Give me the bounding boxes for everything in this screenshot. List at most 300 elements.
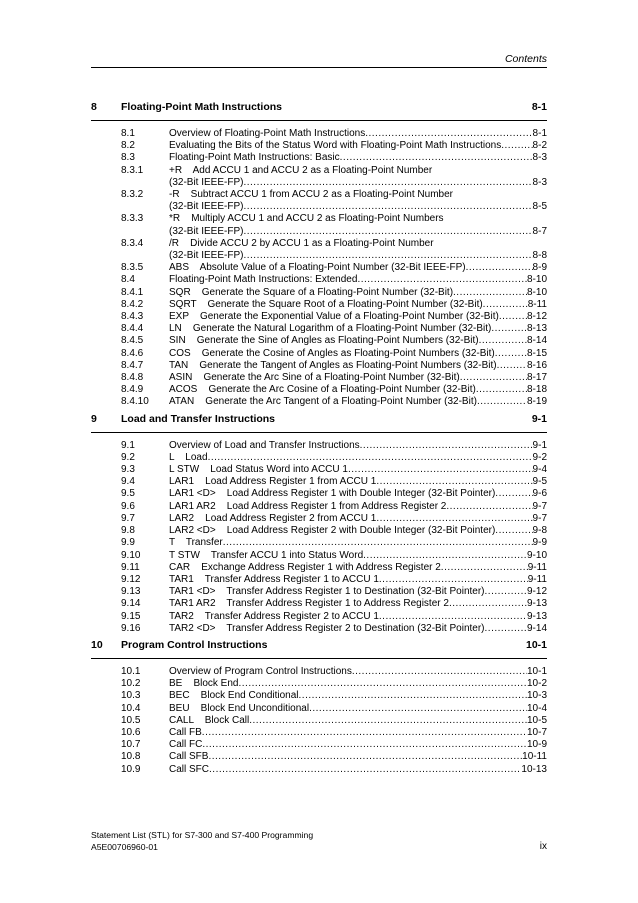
chapter-number: 10 [91,638,103,651]
entry-page: 9-2 [532,451,547,463]
dot-leader [441,562,528,574]
entry-page: 8-5 [532,201,547,213]
entry-line [169,690,547,702]
entry-title: LAR1 Load Address Register 1 from ACCU 1 [169,476,377,488]
entry-page: 8-14 [526,335,547,347]
entry-body [169,562,547,574]
entry-line [169,727,547,739]
entry-line [169,703,547,715]
entry-body [169,513,547,525]
entry-body [169,299,547,311]
toc-entry [91,586,547,598]
entry-number: 8.4.6 [121,347,144,359]
dot-leader [243,201,532,213]
entry-page: 8-11 [527,298,547,310]
entry-title: (32-Bit IEEE-FP) [169,250,244,262]
chapter-page: 9-1 [531,412,547,425]
entry-page: 10-1 [526,665,547,677]
entry-first-line [169,213,547,225]
entry-page: 10-3 [526,690,547,702]
entry-number: 9.5 [121,488,135,500]
entry-body [169,452,547,464]
dot-leader [495,488,532,500]
toc-entry [91,678,547,690]
toc-entry [91,598,547,610]
dot-leader [243,226,532,238]
entry-number: 9.13 [121,586,141,598]
entry-page: 9-13 [526,610,547,622]
entry-title: LAR2 Load Address Register 2 from ACCU 1 [169,512,377,524]
toc-entry [91,452,547,464]
entry-body [169,703,547,715]
chapter-heading [91,101,547,120]
running-header: Contents [504,53,547,65]
entry-body [169,574,547,586]
entry-number: 8.3.3 [121,213,144,225]
dot-leader [485,586,527,598]
entry-number: 10.5 [121,714,141,726]
entry-body [169,323,547,335]
entry-page: 10-9 [526,739,547,751]
entry-line [169,177,547,189]
entry-title: Call SFC [169,763,210,775]
entry-body [169,751,547,763]
entry-body [169,335,547,347]
entry-line [169,140,547,152]
entry-number: 9.12 [121,573,141,585]
entry-body [169,311,547,323]
entry-body [169,464,547,476]
entry-line [169,440,547,452]
entry-title: T Transfer [169,537,223,549]
entry-number: 9.4 [121,476,135,488]
entry-page: 9-10 [526,549,547,561]
entry-number: 9.6 [121,500,135,512]
entry-title: L Load [169,451,208,463]
chapter-section [91,413,547,635]
dot-leader [497,360,527,372]
entry-title: TAR2 Transfer Address Register 2 to ACCU 1 [169,610,379,622]
entry-title: TAR2 <D> Transfer Address Register 2 to Destination (32-Bit Pointer) [169,622,485,634]
entry-page: 9-7 [532,512,547,524]
entry-page: 9-1 [532,439,547,451]
toc-entry [91,550,547,562]
chapter-page: 10-1 [525,638,547,651]
entry-number: 10.7 [121,739,141,751]
toc-entry [91,323,547,335]
entry-title: Floating-Point Math Instructions: Extended [169,274,358,286]
toc-entry [91,464,547,476]
toc-entry [91,189,547,213]
entry-body [169,488,547,500]
entry-body [169,274,547,286]
entry-title: (32-Bit IEEE-FP) [169,176,244,188]
entry-page: 10-7 [526,726,547,738]
toc-entry [91,611,547,623]
entry-title: T STW Transfer ACCU 1 into Status Word [169,549,364,561]
entry-title: TAR1 AR2 Transfer Address Register 1 to Address Register 2 [169,598,449,610]
dot-leader [491,323,527,335]
entry-number: 10.3 [121,690,141,702]
toc-entry [91,488,547,500]
entry-title: ABS Absolute Value of a Floating-Point Number (32-Bit IEEE-FP) [169,262,466,274]
dot-leader [209,764,521,776]
entry-line [169,250,547,262]
entry-page: 8-3 [532,176,547,188]
entry-number: 10.2 [121,678,141,690]
entry-page: 8-16 [526,359,547,371]
entry-page: 9-7 [532,500,547,512]
dot-leader [223,537,533,549]
entry-body [169,213,547,237]
dot-leader [501,140,532,152]
entry-line [169,274,547,286]
entry-line [169,464,547,476]
entry-line [169,550,547,562]
entry-line [169,226,547,238]
entry-body [169,550,547,562]
chapter-title: Program Control Instructions [121,638,268,651]
entry-body [169,501,547,513]
entry-number: 8.4.7 [121,359,144,371]
entry-body [169,678,547,690]
entry-page: 8-10 [526,286,547,298]
dot-leader [476,384,527,396]
entry-number: 8.4.10 [121,396,149,408]
entry-title: ASIN Generate the Arc Sine of a Floating-Point Number (32-Bit) [169,372,460,384]
toc-entry [91,562,547,574]
entry-line [169,666,547,678]
entry-page: 8-17 [526,372,547,384]
toc-entry [91,476,547,488]
dot-leader [208,452,533,464]
dot-leader [479,335,527,347]
entry-title-line: *R Multiply ACCU 1 and ACCU 2 as Floating-Point Numbers [169,213,444,225]
entry-page: 10-5 [526,714,547,726]
entry-page: 8-10 [526,274,547,286]
toc-entry [91,513,547,525]
toc-entry [91,360,547,372]
entry-page: 9-11 [527,561,547,573]
toc-entry [91,287,547,299]
entry-number: 8.4.5 [121,335,144,347]
entry-title: L STW Load Status Word into ACCU 1 [169,464,348,476]
entry-title: Call FC [169,739,203,751]
entry-number: 9.9 [121,537,135,549]
entry-body [169,476,547,488]
entry-body [169,586,547,598]
entry-first-line [169,238,547,250]
toc-entry [91,274,547,286]
entry-body [169,623,547,635]
entry-number: 9.14 [121,598,141,610]
entry-body [169,128,547,140]
chapter-page: 8-1 [531,101,547,113]
dot-leader [208,751,522,763]
entry-page: 9-4 [532,464,547,476]
entry-page: 8-1 [532,128,547,139]
entry-page: 9-6 [532,488,547,500]
entry-body [169,165,547,189]
toc-entry [91,165,547,189]
dot-leader [466,262,533,274]
entry-line [169,452,547,464]
dot-leader [379,574,528,586]
entry-line [169,623,547,635]
dot-leader [495,525,532,537]
entry-line [169,201,547,213]
toc-entry [91,525,547,537]
entry-title: Overview of Load and Transfer Instructions [169,439,360,451]
entry-body [169,140,547,152]
dot-leader [360,440,533,452]
entry-page: 8-18 [526,384,547,396]
entry-body [169,666,547,678]
entry-page: 8-19 [526,396,547,408]
dot-leader [357,274,527,286]
entry-line [169,715,547,727]
entry-line [169,360,547,372]
dot-leader [348,464,533,476]
toc-entry [91,140,547,152]
entry-title: BEU Block End Unconditional [169,702,310,714]
dot-leader [299,690,527,702]
chapter-section [91,101,547,409]
entry-title: EXP Generate the Exponential Value of a Floating-Point Number (32-Bit) [169,311,499,323]
entry-number: 9.8 [121,525,135,537]
entry-line [169,598,547,610]
entry-body [169,440,547,452]
entry-page: 9-14 [526,622,547,634]
entry-line [169,537,547,549]
toc-entry [91,739,547,751]
entry-title: COS Generate the Cosine of Angles as Floating-Point Numbers (32-Bit) [169,347,495,359]
entry-body [169,348,547,360]
toc-entry [91,764,547,776]
entry-line [169,128,547,140]
entry-line [169,678,547,690]
footer [91,829,313,853]
entry-number: 8.4.9 [121,384,144,396]
entry-line [169,396,547,408]
entry-title: LN Generate the Natural Logarithm of a Floating-Point Number (32-Bit) [169,323,492,335]
entry-line [169,384,547,396]
entry-body [169,287,547,299]
entry-line [169,287,547,299]
entry-number: 10.6 [121,726,141,738]
toc-entry [91,152,547,164]
entry-body [169,727,547,739]
entry-number: 8.4.2 [121,298,144,310]
dot-leader [499,311,527,323]
toc-entry [91,666,547,678]
entry-title: Floating-Point Math Instructions: Basic [169,152,340,164]
chapter-rule [91,658,547,659]
toc-entry [91,715,547,727]
entry-first-line [169,165,547,177]
entry-body [169,764,547,776]
chapter-heading [91,413,547,432]
entry-body [169,537,547,549]
entry-number: 8.3.4 [121,237,144,249]
entry-title-line: +R Add ACCU 1 and ACCU 2 as a Floating-Point Number [169,164,433,176]
toc-entry [91,574,547,586]
page-number: ix [539,841,547,852]
entry-title: Call SFB [169,751,209,763]
entry-number: 8.4.3 [121,311,144,323]
entry-page: 8-3 [532,152,547,164]
toc-entry [91,262,547,274]
entry-page: 8-7 [532,225,547,237]
entry-body [169,598,547,610]
entry-title: LAR1 AR2 Load Address Register 1 from Address Register 2 [169,500,447,512]
entry-page: 8-9 [532,262,547,274]
entry-title: SIN Generate the Sine of Angles as Floating-Point Numbers (32-Bit) [169,335,479,347]
entry-number: 9.15 [121,610,141,622]
entry-line [169,335,547,347]
entry-number: 9.3 [121,464,135,476]
toc-entry [91,384,547,396]
chapter-section [91,639,547,776]
toc-entry [91,128,547,140]
entry-body [169,238,547,262]
entry-line [169,739,547,751]
entry-title: Overview of Floating-Point Math Instructions [169,128,366,139]
entry-title: (32-Bit IEEE-FP) [169,201,244,213]
dot-leader [446,501,532,513]
entry-body [169,690,547,702]
entry-line [169,501,547,513]
chapter-number: 8 [91,101,97,113]
entry-number: 9.11 [121,561,140,573]
dot-leader [376,513,532,525]
entry-title: LAR2 <D> Load Address Register 2 with Double Integer (32-Bit Pointer) [169,525,496,537]
dot-leader [477,396,527,408]
entry-body [169,384,547,396]
dot-leader [363,550,527,562]
dot-leader [495,348,527,360]
entry-page: 10-11 [522,751,547,763]
toc-entry [91,396,547,408]
dot-leader [249,715,527,727]
entry-title: TAN Generate the Tangent of Angles as Floating-Point Numbers (32-Bit) [169,359,497,371]
chapter-number: 9 [91,412,97,425]
toc-entry [91,727,547,739]
entry-title-line: -R Subtract ACCU 1 from ACCU 2 as a Floating-Point Number [169,189,453,201]
dot-leader [243,250,532,262]
entry-line [169,323,547,335]
dot-leader [243,177,532,189]
entry-title: Overview of Program Control Instructions [169,665,352,677]
entry-line [169,372,547,384]
entry-number: 9.10 [121,549,141,561]
entry-title: BEC Block End Conditional [169,690,299,702]
entry-number: 9.2 [121,451,135,463]
entry-line [169,311,547,323]
entry-number: 8.1 [121,128,135,139]
toc-entry [91,213,547,237]
entry-first-line [169,189,547,201]
toc-entry [91,348,547,360]
toc-entry [91,372,547,384]
entry-page: 10-4 [526,702,547,714]
entry-title-line: /R Divide ACCU 2 by ACCU 1 as a Floating-Point Number [169,237,434,249]
entry-page: 9-9 [532,537,547,549]
entry-number: 8.4.4 [121,323,144,335]
toc-entry [91,703,547,715]
entry-number: 8.3.1 [121,164,144,176]
entry-line [169,299,547,311]
entry-page: 8-13 [526,323,547,335]
dot-leader [340,152,533,164]
chapter-title: Floating-Point Math Instructions [121,101,282,113]
entry-line [169,488,547,500]
entry-page: 8-2 [532,140,547,152]
entry-line [169,574,547,586]
footer-doc-number: A5E00706960-01 [91,842,158,852]
entry-title: CALL Block Call [169,714,250,726]
entry-line [169,764,547,776]
entry-body [169,611,547,623]
entry-number: 8.4 [121,274,135,286]
entry-line [169,513,547,525]
entry-line [169,262,547,274]
entry-body [169,262,547,274]
entry-number: 9.7 [121,512,135,524]
header-rule [91,67,547,68]
toc-entry [91,440,547,452]
toc-entry [91,690,547,702]
entry-body [169,152,547,164]
chapter-heading [91,639,547,658]
dot-leader [365,128,532,140]
entry-number: 10.4 [121,702,141,714]
dot-leader [238,678,527,690]
entry-title: Evaluating the Bits of the Status Word with Floating-Point Math Instructions [169,140,502,152]
toc-entry [91,751,547,763]
chapter-rule [91,120,547,121]
entry-number: 8.3 [121,152,135,164]
entry-title: TAR1 <D> Transfer Address Register 1 to Destination (32-Bit Pointer) [169,586,485,598]
entry-body [169,372,547,384]
dot-leader [483,299,528,311]
dot-leader [460,372,527,384]
entry-number: 8.3.5 [121,262,144,274]
entry-body [169,715,547,727]
entry-title: (32-Bit IEEE-FP) [169,225,244,237]
entry-page: 10-2 [526,678,547,690]
entry-line [169,751,547,763]
entry-line [169,476,547,488]
table-of-contents [91,101,547,780]
toc-entry [91,311,547,323]
entry-number: 10.9 [121,763,141,775]
toc-entry [91,501,547,513]
entry-line [169,611,547,623]
entry-line [169,586,547,598]
entry-body [169,360,547,372]
dot-leader [352,666,527,678]
entry-title: LAR1 <D> Load Address Register 1 with Double Integer (32-Bit Pointer) [169,488,496,500]
toc-entry [91,299,547,311]
entry-line [169,348,547,360]
toc-entry [91,623,547,635]
entry-page: 8-8 [532,250,547,262]
footer-title: Statement List (STL) for S7-300 and S7-400 Programming [91,830,314,840]
entry-title: SQRT Generate the Square Root of a Floating-Point Number (32-Bit) [169,298,483,310]
entry-body [169,189,547,213]
entry-number: 8.4.8 [121,372,144,384]
